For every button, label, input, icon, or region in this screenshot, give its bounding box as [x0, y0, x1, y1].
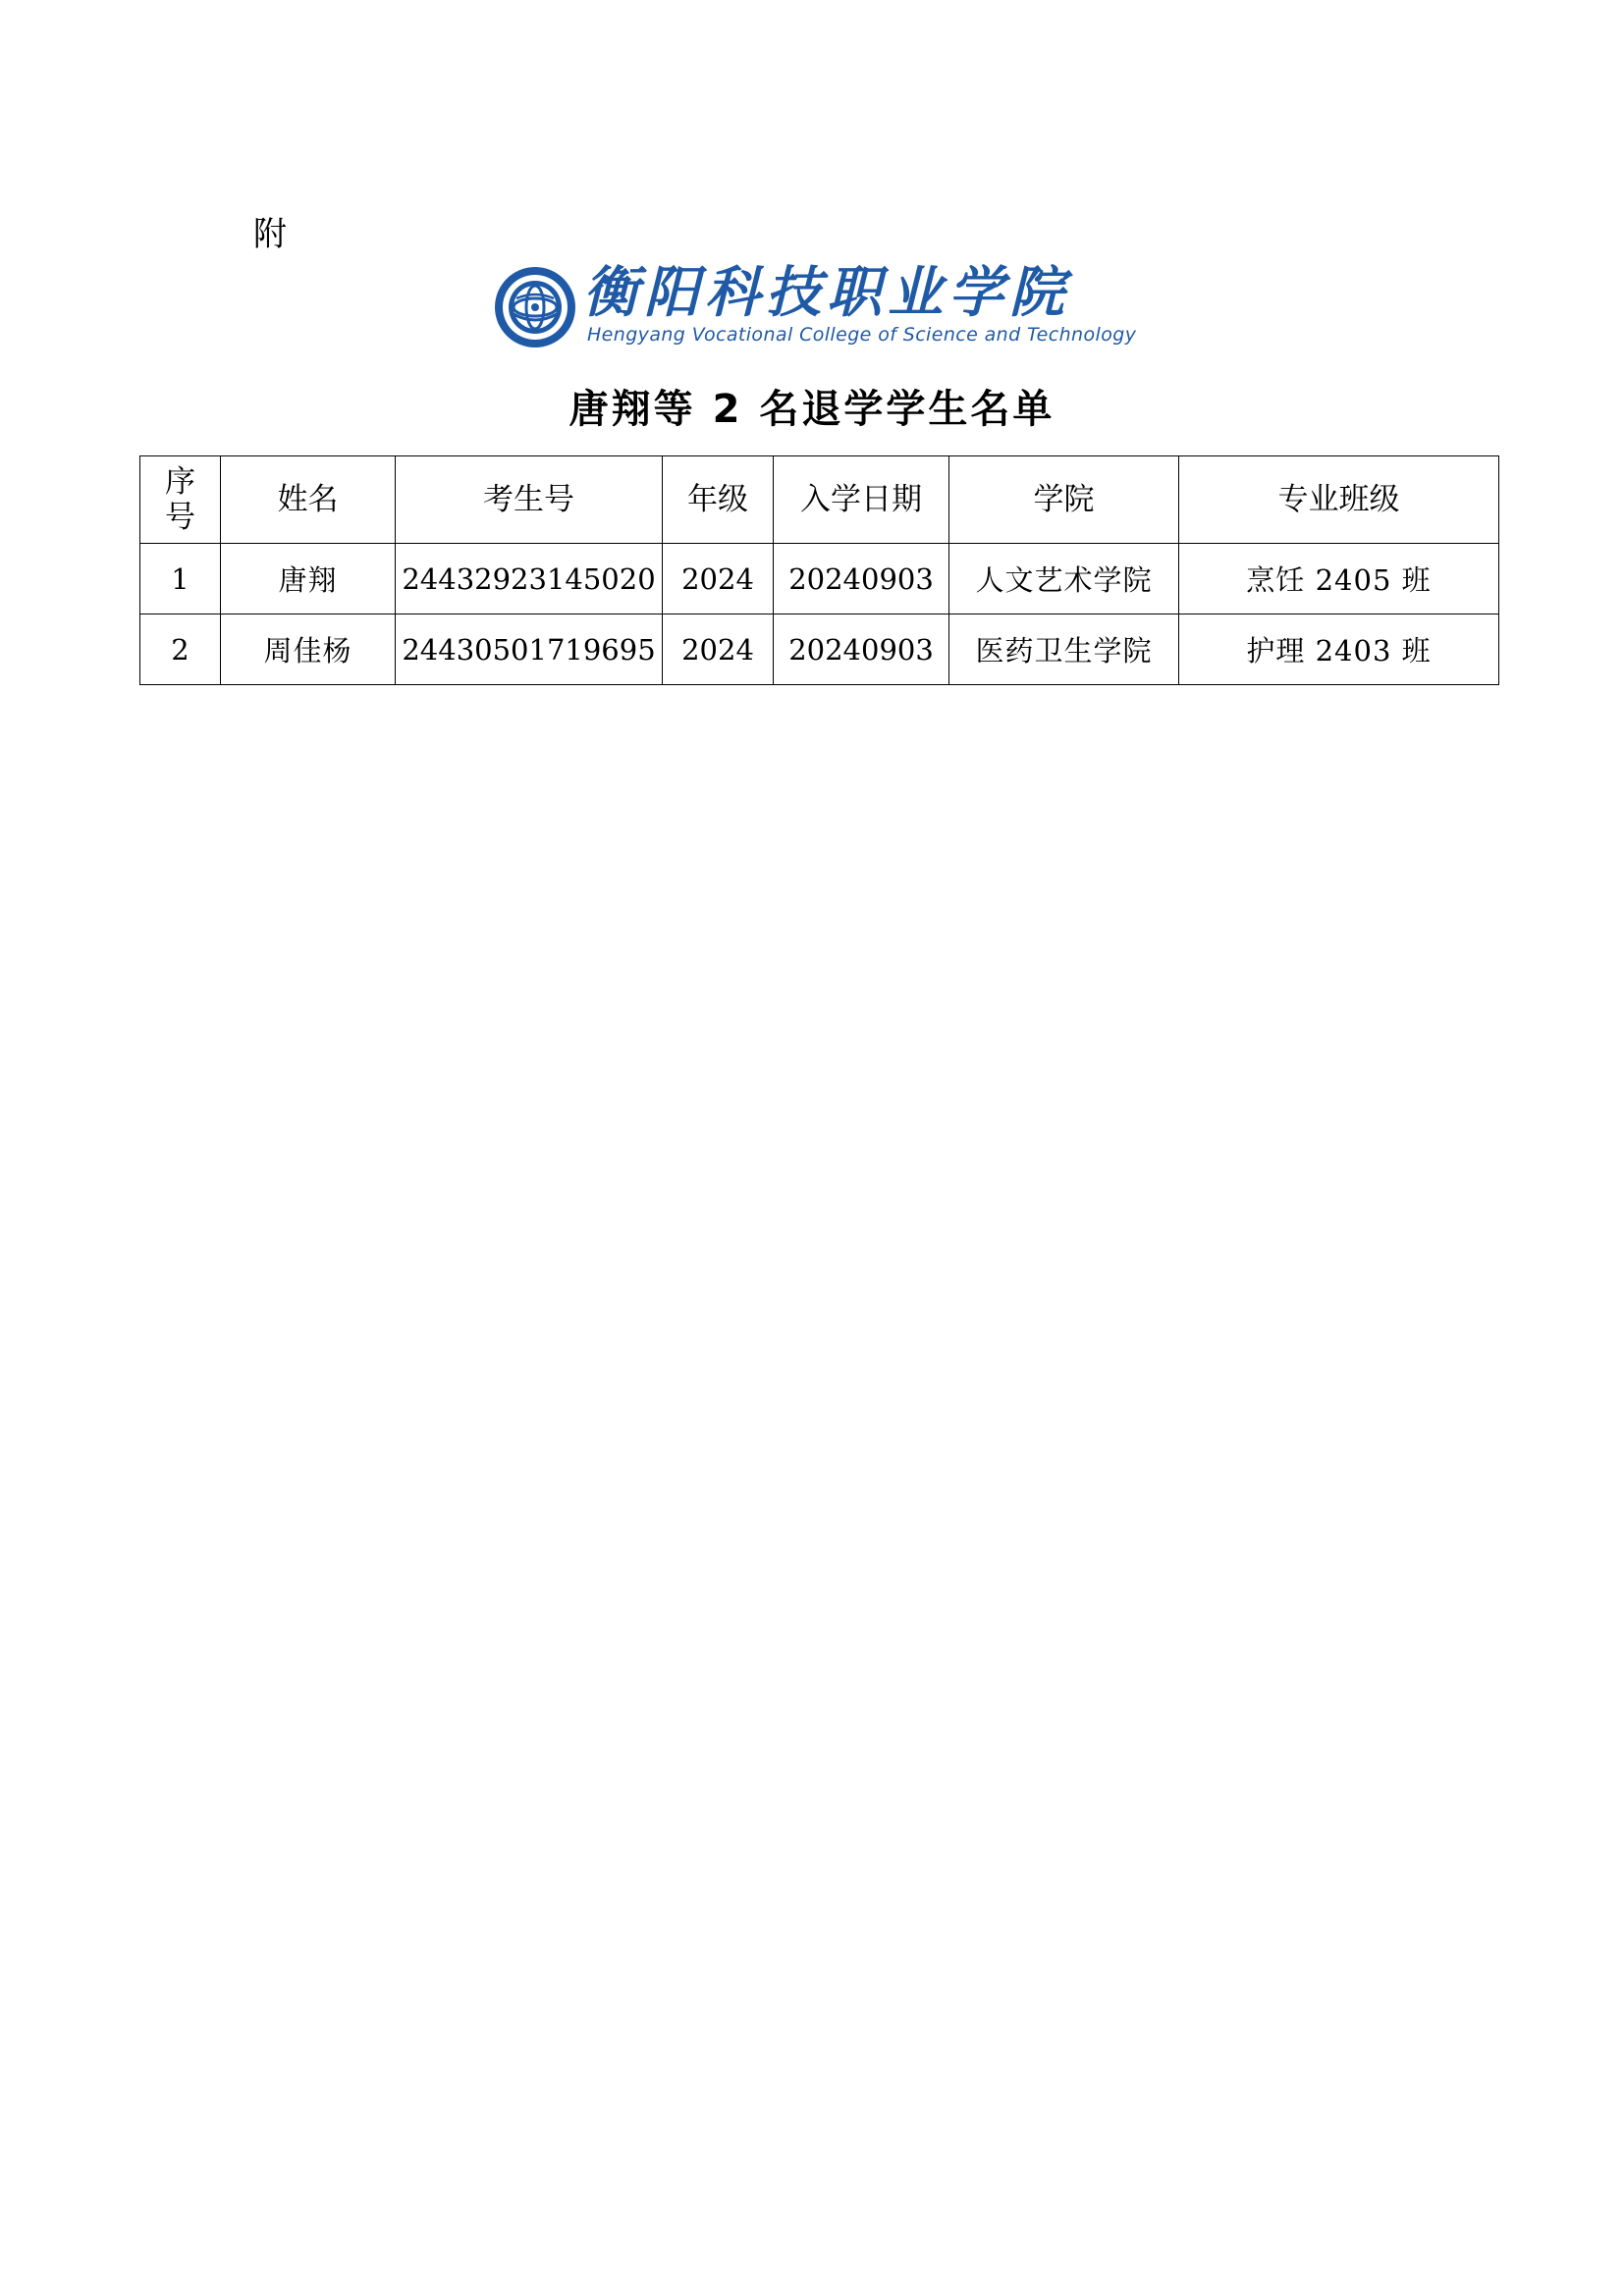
header-major-class: 专业班级 [1179, 456, 1499, 544]
cell-enroll-date: 20240903 [774, 544, 949, 614]
cell-major-class: 烹饪 2405 班 [1179, 544, 1499, 614]
cell-college: 人文艺术学院 [949, 544, 1179, 614]
header-seq [140, 456, 221, 544]
table-row [140, 614, 1499, 685]
table-row [140, 544, 1499, 614]
document-title: 唐翔等 2 名退学学生名单 [568, 387, 1056, 432]
header-seq-line2: 号 [165, 500, 195, 535]
cell-name: 唐翔 [221, 544, 396, 614]
withdrawn-students-table [139, 455, 1499, 685]
header-enroll-date: 入学日期 [774, 456, 949, 544]
cell-seq: 2 [140, 614, 221, 685]
cell-college: 医药卫生学院 [949, 614, 1179, 685]
cell-enroll-date: 20240903 [774, 614, 949, 685]
cell-exam-no: 24430501719695 [396, 614, 663, 685]
header-college: 学院 [949, 456, 1179, 544]
logo-english-name: Hengyang Vocational College of Science and Technology [587, 324, 1137, 346]
cell-exam-no: 24432923145020 [396, 544, 663, 614]
cell-seq: 1 [140, 544, 221, 614]
header-grade: 年级 [663, 456, 774, 544]
cell-major-class: 护理 2403 班 [1179, 614, 1499, 685]
table-header-row [140, 456, 1499, 544]
college-logo [493, 260, 1137, 353]
college-emblem-icon [493, 265, 577, 349]
cell-grade: 2024 [663, 544, 774, 614]
logo-chinese-name: 衡阳科技职业学院 [583, 260, 1070, 325]
header-name: 姓名 [221, 456, 396, 544]
attachment-label: 附 [253, 215, 287, 254]
header-seq-line1: 序 [165, 464, 195, 500]
cell-name: 周佳杨 [221, 614, 396, 685]
cell-grade: 2024 [663, 614, 774, 685]
header-exam-no: 考生号 [396, 456, 663, 544]
